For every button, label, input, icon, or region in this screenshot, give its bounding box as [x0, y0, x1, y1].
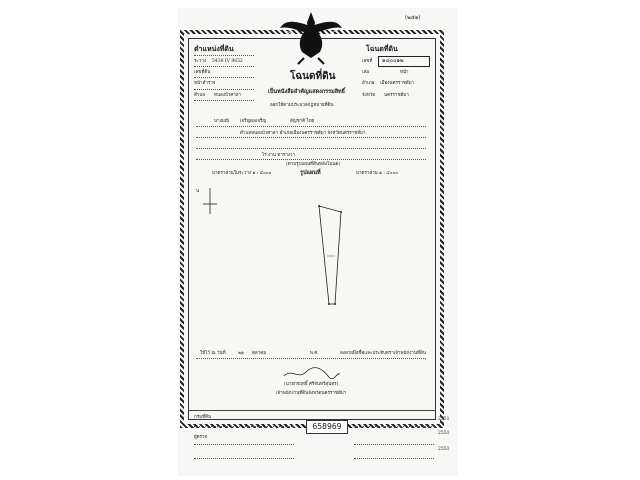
left-value-subdistrict: หนองบัวศาลา [214, 93, 241, 98]
seal-note: ลงลายมือชื่อและประทับตราเจ้าพนักงานที่ดิน [340, 351, 426, 356]
left-header-title: ตำแหน่งที่ดิน [194, 44, 234, 53]
stamp-date-3: 2551 [438, 447, 450, 452]
given-month: ตุลาคม [252, 351, 267, 356]
area-line: ไร่ งาน ตารางวา [262, 153, 295, 158]
right-header-title: โฉนดที่ดิน [366, 44, 398, 53]
registry-label: กรมที่ดิน [194, 415, 212, 420]
right-label-district: อำเภอ [362, 81, 375, 86]
right-value-province: นครราชสีมา [384, 93, 409, 98]
area-subtext: (ตามรูปแผนที่ดินหลังโฉนด) [286, 162, 341, 167]
owner-nationality: สัญชาติ ไทย [290, 119, 315, 124]
right-label-page: หน้า [400, 70, 409, 75]
garuda-emblem-icon [278, 8, 344, 64]
given-label: ให้ไว้ ณ วันที่ [200, 351, 226, 356]
given-day: ๒๑ [238, 351, 244, 356]
left-label-subdistrict: ตำบล [194, 93, 206, 98]
deed-number: ๑๘๐๐๑๒ [382, 58, 404, 64]
document-description: ออกให้ตามประมวลกฎหมายที่ดิน [270, 103, 334, 108]
north-label: น [196, 189, 200, 194]
given-year: พ.ศ. [310, 351, 319, 356]
left-label-survey-page: หน้าสำรวจ [194, 81, 216, 86]
signature-icon [282, 366, 342, 380]
document-subtitle: เป็นหนังสือสำคัญแสดงกรรมสิทธิ์ [268, 89, 346, 95]
right-label-volume: เล่ม [362, 70, 370, 75]
page-number: (๒๕๑) [405, 15, 421, 21]
document-serial-number: 658969 [306, 420, 348, 434]
right-label-no: เลขที่ [362, 59, 373, 64]
officer-name: (นายกรฤทธิ์ ศรีจันทร์สุนทร) [284, 382, 339, 387]
officer-role: เจ้าพนักงานที่ดินจังหวัดนครราชสีมา [276, 391, 347, 396]
owner-title: นางมณี [214, 119, 229, 124]
north-arrow-icon [200, 186, 220, 216]
owner-name: เจริญผลเจริญ [240, 119, 267, 124]
left-label-land-no: เลขที่ดิน [194, 70, 211, 75]
stamp-date-1: 2551 [438, 417, 450, 422]
address-line: ตำบลหนองบัวศาลา อำเภอเมืองนครราชสีมา จังหวัดนครราชสีมา [240, 131, 366, 136]
left-label-sheet: ระวาง [194, 59, 207, 64]
scale-left: มาตราส่วนในระวาง ๑ : ๔๐๐๐ [212, 171, 272, 176]
right-value-district: เมืองนครราชสีมา [380, 81, 415, 86]
land-plot-map [305, 200, 355, 312]
map-label: รูปแผนที่ [300, 170, 321, 176]
scale-right: มาตราส่วน ๑ : ๔๐๐๐ [356, 171, 399, 176]
inspector-label: ผู้ตรวจ [194, 435, 208, 440]
right-label-province: จังหวัด [362, 93, 376, 98]
stamp-date-2: 2551 [438, 431, 450, 436]
document-title: โฉนดที่ดิน [290, 71, 336, 82]
left-value-sheet: 5438 IV 9652 [212, 59, 243, 64]
